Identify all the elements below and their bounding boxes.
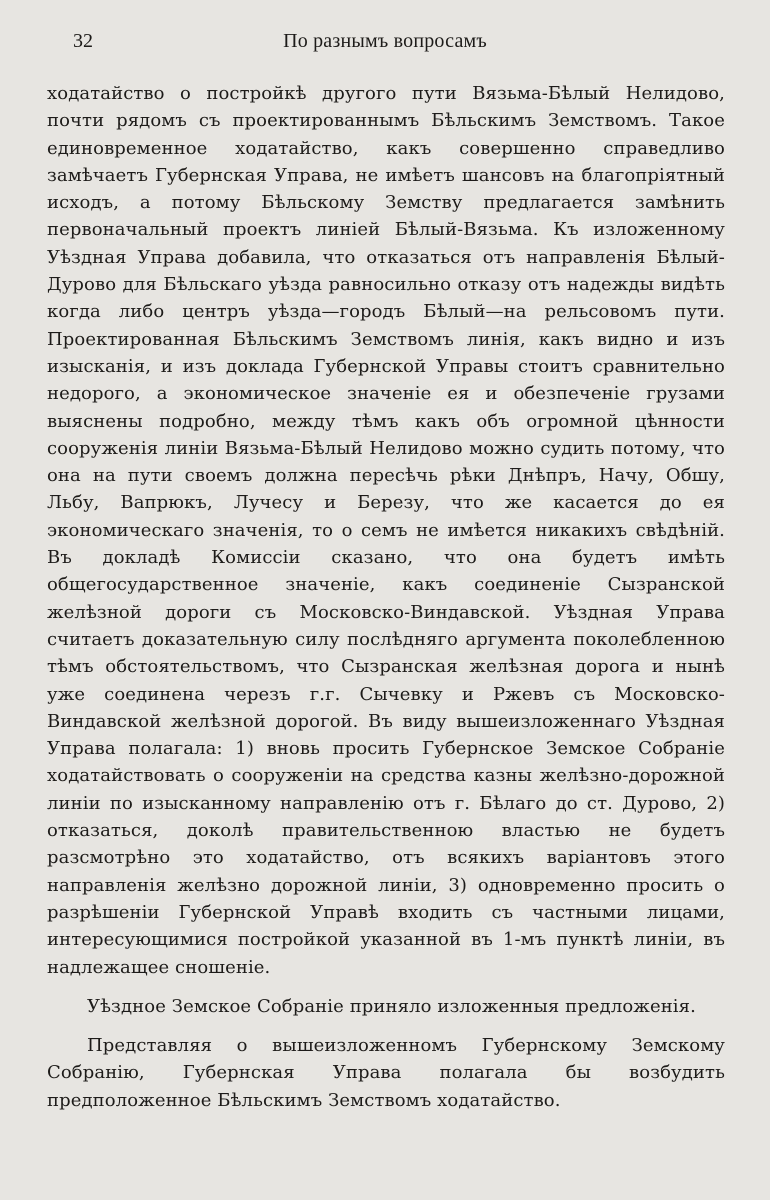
paragraph-gap (47, 981, 725, 993)
page-number: 32 (73, 30, 93, 52)
running-title: По разнымъ вопросамъ (283, 30, 487, 52)
body-text (47, 80, 725, 1114)
assembly-decision-paragraph: Уѣздное Земское Собраніе приняло изложенныя предложенія. (87, 995, 696, 1017)
page-header (47, 30, 723, 56)
main-paragraph: ходатайство о постройкѣ другого пути Вязьма-Бѣлый Нелидово, почти рядомъ съ проектированнымъ Бѣльскимъ Земствомъ. Такое единовременное ходатайство, какъ совершенно справедливо замѣчаетъ Губернская Управа, не имѣетъ шансовъ на благопріятный исходъ, а потому Бѣльскому Земству предлагается замѣнить первоначальный проектъ линіей Бѣлый-Вязьма. Къ изложенному Уѣздная Управа добавила, что отказаться отъ направленія Бѣлый-Дурово для Бѣльскаго уѣзда равносильно отказу отъ надежды видѣть когда либо центръ уѣзда—городъ Бѣлый—на рельсовомъ пути. Проектированная Бѣльскимъ Земствомъ линія, какъ видно и изъ изысканія, и изъ доклада Губернской Управы стоитъ сравнительно недорого, а экономическое значеніе ея и обезпеченіе грузами выяснены подробно, между тѣмъ какъ объ огромной цѣнности сооруженія линіи Вязьма-Бѣлый Нелидово можно судить потому, что она на пути своемъ должна пересѣчь рѣки Днѣпръ, Начу, Обшу, Льбу, Вапрюкъ, Лучесу и Березу, что же касается до ея экономическаго значенія, то о семъ не имѣется никакихъ свѣдѣній. Въ докладѣ Комиссіи сказано, что она будетъ имѣть общегосударственное значеніе, какъ соединеніе Сызранской желѣзной дороги съ Московско-Виндавской. Уѣздная Управа считаетъ доказательную силу послѣдняго аргумента поколебленною тѣмъ обстоятельствомъ, что Сызранская желѣзная дорога и нынѣ уже соединена черезъ г.г. Сычевку и Ржевъ съ Московско-Виндавской желѣзной дорогой. Въ виду вышеизложеннаго Уѣздная Управа полагала: 1) вновь просить Губернское Земское Собраніе ходатайствовать о сооруженіи на средства казны желѣзно-дорожной линіи по изысканному направленію отъ г. Бѣлаго до ст. Дурово, 2) отказаться, доколѣ правительственною властью не будетъ разсмотрѣно это ходатайство, отъ всякихъ варіантовъ этого направленія желѣзно дорожной линіи, 3) одновременно просить о разрѣшеніи Губернской Управѣ входить съ частными лицами, интересующимися постройкой указанной въ 1-мъ пунктѣ линіи, въ надлежащее сношеніе. (47, 83, 725, 978)
conclusion-paragraph: Представляя о вышеизложенномъ Губернскому Земскому Собранію, Губернская Управа полагала бы возбудить предположенное Бѣльскимъ Земствомъ ходатайство. (47, 1035, 725, 1111)
paragraph-gap (47, 1020, 725, 1032)
